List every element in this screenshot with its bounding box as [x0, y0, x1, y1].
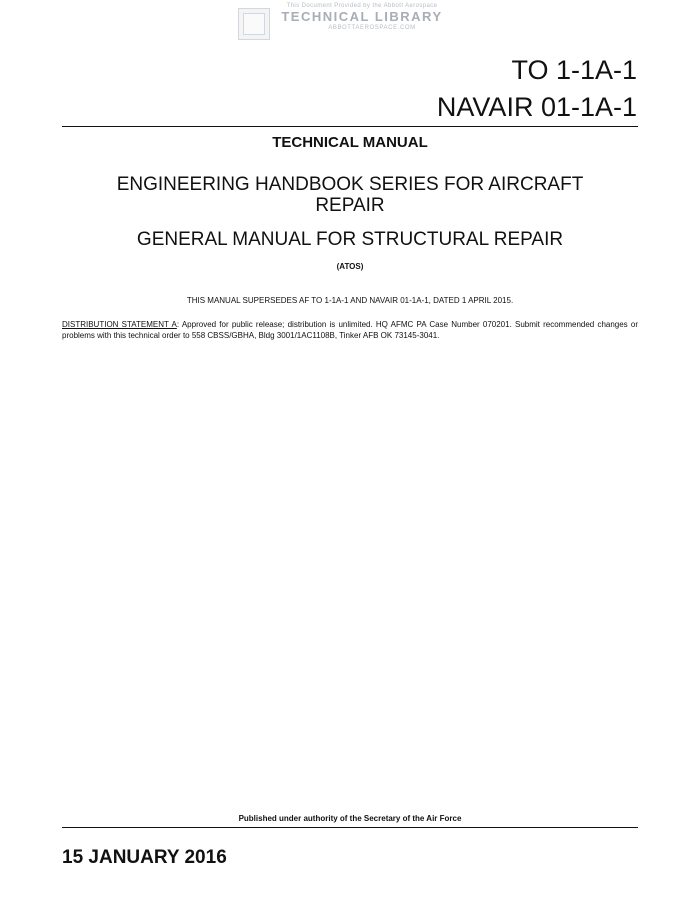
watermark-url: ABBOTTAEROSPACE.COM [328, 25, 416, 31]
to-number: TO 1-1A-1 [511, 55, 637, 85]
distribution-statement [62, 319, 638, 341]
publication-date: 15 JANUARY 2016 [62, 847, 227, 868]
watermark-provided-by: This Document Provided by the Abbott Aerospace [286, 3, 438, 9]
watermark-library-name: TECHNICAL LIBRARY [281, 9, 443, 24]
publication-authority: Published under authority of the Secretary of the Air Force [238, 814, 462, 823]
manual-type-heading: TECHNICAL MANUAL [272, 134, 428, 151]
manual-title: GENERAL MANUAL FOR STRUCTURAL REPAIR [136, 229, 564, 250]
footer-divider [62, 827, 638, 828]
library-logo-icon [238, 8, 270, 40]
distribution-label: DISTRIBUTION STATEMENT A [62, 320, 177, 329]
navair-number: NAVAIR 01-1A-1 [436, 92, 637, 122]
manual-code: (ATOS) [336, 262, 364, 271]
distribution-text: : Approved for public release; distribution is unlimited. HQ AFMC PA Case Number 070201. Submit recommended changes or problems with this technical order to 558 CBSS/GBHA, Bldg 3001/1AC1108B, Tinker AFB OK 73145-3041. [62, 320, 638, 340]
header-divider [62, 126, 638, 127]
library-watermark [232, 2, 462, 42]
supersedes-notice: THIS MANUAL SUPERSEDES AF TO 1-1A-1 AND NAVAIR 01-1A-1, DATED 1 APRIL 2015. [186, 296, 514, 305]
series-title: ENGINEERING HANDBOOK SERIES FOR AIRCRAFT REPAIR [116, 174, 584, 216]
